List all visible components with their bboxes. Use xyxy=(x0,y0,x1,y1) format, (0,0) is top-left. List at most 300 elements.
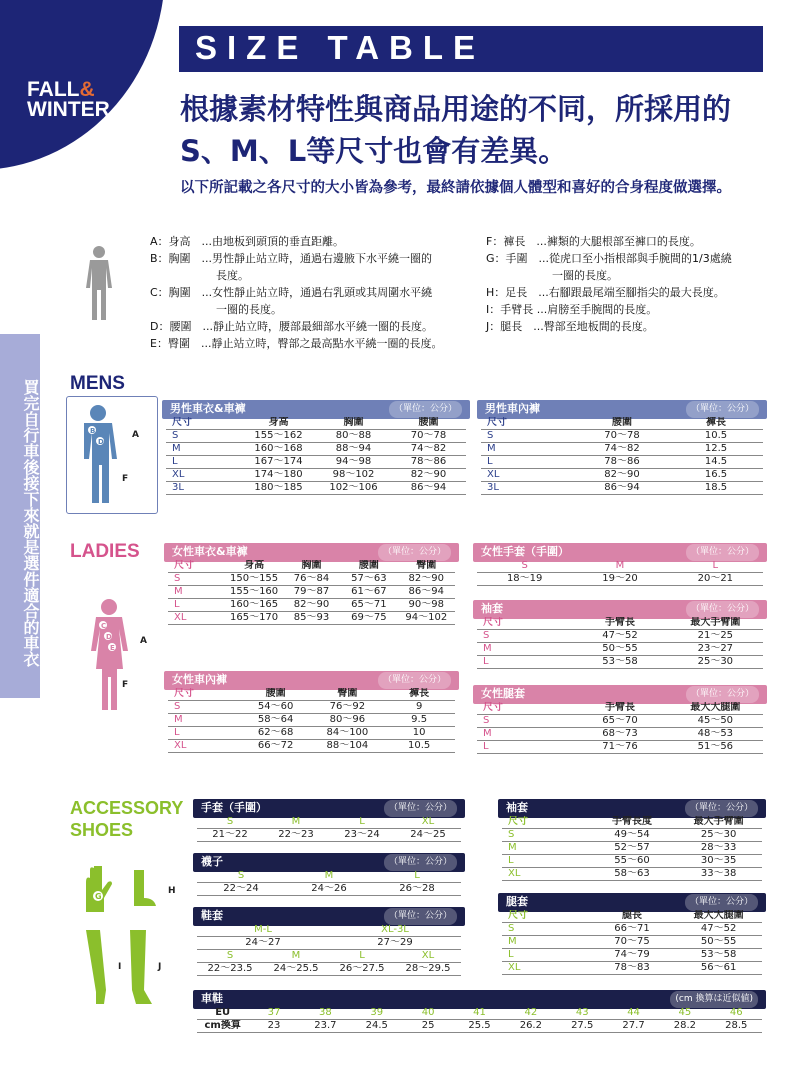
table-header-row xyxy=(477,702,763,715)
size-cell: 42 xyxy=(505,1007,556,1020)
size-row xyxy=(197,950,461,963)
column-header: 尺寸 xyxy=(166,417,241,430)
table-row xyxy=(481,482,763,495)
value-cell: 50～55 xyxy=(572,643,667,656)
ladies-top-header: 女性車衣&車褲 （單位：公分） xyxy=(164,543,459,562)
sidebar-banner: 買完自行車後接下來就是選件適合的車衣 xyxy=(0,334,40,698)
table-header-row xyxy=(481,417,763,430)
column-header: 最大大腿圍 xyxy=(675,910,762,923)
acc-arm-header: 袖套 （單位：公分） xyxy=(498,799,766,818)
size-cell: XL xyxy=(502,868,589,881)
value-cell: 22～23.5 xyxy=(197,963,263,976)
value-cell: 70～75 xyxy=(589,936,676,949)
column-header: 最大大腿圍 xyxy=(668,702,763,715)
value-cell: 78～83 xyxy=(589,962,676,975)
column-header: 身高 xyxy=(225,560,282,573)
definition-line: J：腿長 ...臀部至地板間的長度。 xyxy=(486,320,654,333)
value-cell: 24～27 xyxy=(197,937,329,950)
size-cell: 40 xyxy=(402,1007,453,1020)
value-cell: 102～106 xyxy=(316,482,391,495)
value-cell: 14.5 xyxy=(669,456,763,469)
size-row xyxy=(197,816,461,829)
value-cell: 70～78 xyxy=(391,430,466,443)
table-row xyxy=(502,868,762,881)
ladies-pants-table xyxy=(168,688,455,753)
value-cell: 23～27 xyxy=(668,643,763,656)
column-header: 尺寸 xyxy=(477,617,572,630)
label-f: F xyxy=(122,474,129,484)
svg-text:D: D xyxy=(106,633,112,641)
value-cell: 174～180 xyxy=(241,469,316,482)
value-cell: 33～38 xyxy=(675,868,762,881)
value-cell: 23.7 xyxy=(300,1020,351,1033)
size-cell: S xyxy=(166,430,241,443)
value-cell: 47～52 xyxy=(675,923,762,936)
value-cell: 53～58 xyxy=(675,949,762,962)
table-row xyxy=(481,456,763,469)
value-cell: 86～94 xyxy=(391,482,466,495)
row-label: EU xyxy=(197,1007,248,1020)
table-row xyxy=(477,715,763,728)
value-cell: 49～54 xyxy=(589,829,676,842)
column-header: 最大手臂圍 xyxy=(668,617,763,630)
size-cell: S xyxy=(197,816,263,829)
value-cell: 94～98 xyxy=(316,456,391,469)
value-cell: 47～52 xyxy=(572,630,667,643)
column-header: 腰圍 xyxy=(340,560,397,573)
value-cell: 24.5 xyxy=(351,1020,402,1033)
table-row xyxy=(502,829,762,842)
size-cell: L xyxy=(477,741,572,754)
value-cell: 70～78 xyxy=(575,430,669,443)
value-cell: 80～96 xyxy=(312,714,384,727)
size-cell: L xyxy=(166,456,241,469)
foot-icon xyxy=(128,866,158,914)
ladies-arm-header: 袖套 （單位：公分） xyxy=(473,600,767,619)
value-cell: 74～82 xyxy=(575,443,669,456)
size-cell: S xyxy=(168,573,225,586)
ladies-top-table xyxy=(168,560,455,625)
headline: 根據素材特性與商品用途的不同，所採用的S、M、L等尺寸也會有差異。 xyxy=(180,92,732,168)
size-cell: 3L xyxy=(166,482,241,495)
acc-gloves-header: 手套（手圍） （單位：公分） xyxy=(193,799,465,818)
value-cell: 85～93 xyxy=(283,612,340,625)
cm-row xyxy=(197,1020,762,1033)
table-row xyxy=(168,740,455,753)
value-cell: 50～55 xyxy=(675,936,762,949)
value-cell: 45～50 xyxy=(668,715,763,728)
value-cell: 65～70 xyxy=(572,715,667,728)
value-cell: 66～72 xyxy=(240,740,312,753)
acc-socks-header: 襪子 （單位：公分） xyxy=(193,853,465,872)
size-cell: S xyxy=(477,715,572,728)
svg-text:D: D xyxy=(98,438,104,446)
size-cell: XL xyxy=(168,612,225,625)
value-cell: 160～168 xyxy=(241,443,316,456)
size-cell: M xyxy=(502,936,589,949)
value-cell: 10.5 xyxy=(383,740,455,753)
value-cell: 62～68 xyxy=(240,727,312,740)
value-cell: 74～79 xyxy=(589,949,676,962)
value-cell: 24～25.5 xyxy=(263,963,329,976)
definitions-right xyxy=(486,233,796,335)
svg-text:B: B xyxy=(90,427,96,435)
column-header: 手臂長 xyxy=(572,702,667,715)
label-a-ladies: A xyxy=(140,636,147,646)
table-row xyxy=(168,573,455,586)
table-row xyxy=(168,714,455,727)
definition-line: H：足長 ...右腳跟最尾端至腳指尖的最大長度。 xyxy=(486,286,725,299)
shoes-header: 車鞋 (cm 換算は近似値) xyxy=(193,990,766,1009)
acc-socks-table xyxy=(197,870,461,896)
size-cell: XL xyxy=(395,816,461,829)
size-cell: L xyxy=(477,656,572,669)
value-cell: 76～92 xyxy=(312,701,384,714)
size-cell: L xyxy=(168,727,240,740)
column-header: 腰圍 xyxy=(575,417,669,430)
value-cell: 26～27.5 xyxy=(329,963,395,976)
group-row xyxy=(197,924,461,937)
table-row xyxy=(481,443,763,456)
definition-line: F：褲長 ...褲類的大腿根部至褲口的長度。 xyxy=(486,235,701,248)
acc-cover-header: 鞋套 （單位：公分） xyxy=(193,907,465,926)
size-cell: M xyxy=(477,643,572,656)
column-header: 臀圍 xyxy=(312,688,384,701)
group-value-row xyxy=(197,937,461,950)
size-cell: L xyxy=(668,560,763,573)
value-cell: 12.5 xyxy=(669,443,763,456)
definition-line: B：胸圍 ...男性靜止站立時，通過右邊腋下水平繞一圈的 xyxy=(150,252,433,265)
hand-icon xyxy=(82,866,116,914)
value-cell: 28.5 xyxy=(711,1020,762,1033)
size-cell: S xyxy=(197,870,285,883)
size-cell: 43 xyxy=(557,1007,608,1020)
definition-line: C：胸圍 ...女性靜止站立時，通過右乳頭或其周圍水平繞 xyxy=(150,286,433,299)
acc-gloves-table xyxy=(197,816,461,842)
accessory-label: ACCESSORY SHOES xyxy=(70,798,184,840)
table-row xyxy=(481,469,763,482)
value-cell: 10 xyxy=(383,727,455,740)
mens-top-header: 男性車衣&車褲 （單位：公分） xyxy=(162,400,470,419)
size-cell: M xyxy=(263,816,329,829)
definition-line: I：手臂長 ...肩膀至手腕間的長度。 xyxy=(486,303,658,316)
ladies-arm-table xyxy=(477,617,763,669)
size-cell: M xyxy=(285,870,373,883)
value-cell: 88～94 xyxy=(316,443,391,456)
value-cell: 160～165 xyxy=(225,599,282,612)
table-row xyxy=(477,741,763,754)
size-cell: S xyxy=(477,560,572,573)
table-row xyxy=(168,727,455,740)
value-cell: 66～71 xyxy=(589,923,676,936)
table-row xyxy=(168,599,455,612)
value-cell: 26.2 xyxy=(505,1020,556,1033)
size-cell: 46 xyxy=(711,1007,762,1020)
value-cell: 88～104 xyxy=(312,740,384,753)
table-row xyxy=(168,586,455,599)
table-header-row xyxy=(502,816,762,829)
size-cell: 37 xyxy=(248,1007,299,1020)
value-cell: 24～25 xyxy=(395,829,461,842)
column-header: 尺寸 xyxy=(502,910,589,923)
value-cell: 58～64 xyxy=(240,714,312,727)
table-row xyxy=(166,482,466,495)
value-cell: 27～29 xyxy=(329,937,461,950)
size-cell: XL xyxy=(168,740,240,753)
value-cell: 25～30 xyxy=(675,829,762,842)
value-cell: 61～67 xyxy=(340,586,397,599)
value-cell: 23～24 xyxy=(329,829,395,842)
size-cell: M xyxy=(168,586,225,599)
value-cell: 52～57 xyxy=(589,842,676,855)
size-cell: S xyxy=(197,950,263,963)
value-cell: 9 xyxy=(383,701,455,714)
arm-sleeve-icon xyxy=(84,928,114,1008)
column-header: 腿長 xyxy=(589,910,676,923)
value-cell: 27.7 xyxy=(608,1020,659,1033)
table-row xyxy=(477,630,763,643)
value-cell: 57～63 xyxy=(340,573,397,586)
size-cell: L xyxy=(502,949,589,962)
size-cell: L xyxy=(329,950,395,963)
ladies-leg-header: 女性腿套 （單位：公分） xyxy=(473,685,767,704)
label-j: J xyxy=(158,962,162,972)
page-title: SIZE TABLE xyxy=(179,26,763,72)
svg-text:C: C xyxy=(101,622,107,630)
size-cell: M-L xyxy=(197,924,329,937)
mens-top-table xyxy=(166,417,466,495)
value-cell: 82～90 xyxy=(283,599,340,612)
column-header: 尺寸 xyxy=(168,560,225,573)
acc-cover-table xyxy=(197,924,461,976)
value-cell: 28～29.5 xyxy=(395,963,461,976)
table-row xyxy=(502,936,762,949)
definition-line: A：身高 ...由地板到頭頂的垂直距離。 xyxy=(150,235,345,248)
size-cell: M xyxy=(481,443,575,456)
table-header-row xyxy=(477,617,763,630)
definition-line: E：臀圍 ...靜止站立時，臀部之最高點水平繞一圈的長度。 xyxy=(150,337,443,350)
table-row xyxy=(502,949,762,962)
value-cell: 82～90 xyxy=(398,573,455,586)
value-cell: 58～63 xyxy=(589,868,676,881)
mens-pants-header: 男性車內褲 （單位：公分） xyxy=(477,400,767,419)
value-cell: 55～60 xyxy=(589,855,676,868)
table-header-row xyxy=(168,688,455,701)
size-cell: S xyxy=(502,829,589,842)
value-cell: 68～73 xyxy=(572,728,667,741)
label-h: H xyxy=(168,886,176,896)
definition-line: 一圈的長度。 xyxy=(486,269,618,282)
value-cell: 71～76 xyxy=(572,741,667,754)
value-cell: 18～19 xyxy=(477,573,572,586)
value-cell: 94～102 xyxy=(398,612,455,625)
column-header: 尺寸 xyxy=(481,417,575,430)
svg-text:G: G xyxy=(95,892,102,901)
column-header: 尺寸 xyxy=(168,688,240,701)
table-header-row xyxy=(502,910,762,923)
ladies-gloves-header: 女性手套（手圍） （單位：公分） xyxy=(473,543,767,562)
size-cell: S xyxy=(481,430,575,443)
eu-row xyxy=(197,1007,762,1020)
size-cell: XL-3L xyxy=(329,924,461,937)
column-header: 胸圍 xyxy=(283,560,340,573)
size-cell: S xyxy=(477,630,572,643)
size-row xyxy=(197,870,461,883)
column-header: 褲長 xyxy=(383,688,455,701)
size-cell: L xyxy=(481,456,575,469)
size-cell: L xyxy=(373,870,461,883)
size-cell: XL xyxy=(166,469,241,482)
table-row xyxy=(166,456,466,469)
value-cell: 65～71 xyxy=(340,599,397,612)
value-cell: 54～60 xyxy=(240,701,312,714)
value-cell: 10.5 xyxy=(669,430,763,443)
ladies-leg-table xyxy=(477,702,763,754)
value-cell: 69～75 xyxy=(340,612,397,625)
definition-line: G：手圍 ...從虎口至小指根部與手腕間的1/3處繞 xyxy=(486,252,732,265)
definitions-left xyxy=(150,233,480,352)
size-cell: S xyxy=(502,923,589,936)
table-row xyxy=(168,612,455,625)
value-cell: 30～35 xyxy=(675,855,762,868)
column-header: 手臂長度 xyxy=(589,816,676,829)
value-cell: 56～61 xyxy=(675,962,762,975)
value-cell: 28～33 xyxy=(675,842,762,855)
size-cell: M xyxy=(572,560,667,573)
column-header: 腰圍 xyxy=(240,688,312,701)
table-row xyxy=(477,728,763,741)
value-cell: 150～155 xyxy=(225,573,282,586)
value-cell: 48～53 xyxy=(668,728,763,741)
value-row xyxy=(477,573,763,586)
ladies-pants-header: 女性車內褲 （單位：公分） xyxy=(164,671,459,690)
value-cell: 16.5 xyxy=(669,469,763,482)
label-i: I xyxy=(118,962,122,972)
value-cell: 82～90 xyxy=(575,469,669,482)
table-row xyxy=(502,923,762,936)
note: 以下所記載之各尺寸的大小皆為參考，最終請依據個人體型和喜好的合身程度做選擇。 xyxy=(180,180,731,196)
size-cell: XL xyxy=(395,950,461,963)
value-cell: 21～25 xyxy=(668,630,763,643)
value-cell: 24～26 xyxy=(285,883,373,896)
column-header: 胸圍 xyxy=(316,417,391,430)
value-cell: 25 xyxy=(402,1020,453,1033)
value-cell: 21～22 xyxy=(197,829,263,842)
value-cell: 74～82 xyxy=(391,443,466,456)
table-header-row xyxy=(168,560,455,573)
value-cell: 167～174 xyxy=(241,456,316,469)
value-cell: 180～185 xyxy=(241,482,316,495)
size-cell: M xyxy=(477,728,572,741)
table-row xyxy=(502,842,762,855)
value-row xyxy=(197,829,461,842)
acc-arm-table xyxy=(502,816,762,881)
value-cell: 165～170 xyxy=(225,612,282,625)
definition-line: D：腰圍 ...靜止站立時，腰部最細部水平繞一圈的長度。 xyxy=(150,320,433,333)
size-cell: XL xyxy=(502,962,589,975)
value-row xyxy=(197,963,461,976)
mens-label: MENS xyxy=(70,373,125,394)
svg-text:E: E xyxy=(110,644,115,652)
value-row xyxy=(197,883,461,896)
acc-leg-header: 腿套 （單位：公分） xyxy=(498,893,766,912)
table-row xyxy=(477,643,763,656)
value-cell: 155～162 xyxy=(241,430,316,443)
table-row xyxy=(502,855,762,868)
size-row xyxy=(477,560,763,573)
size-cell: 3L xyxy=(481,482,575,495)
size-cell: 39 xyxy=(351,1007,402,1020)
value-cell: 27.5 xyxy=(557,1020,608,1033)
size-cell: 41 xyxy=(454,1007,505,1020)
size-cell: 44 xyxy=(608,1007,659,1020)
value-cell: 82～90 xyxy=(391,469,466,482)
value-cell: 25～30 xyxy=(668,656,763,669)
size-cell: S xyxy=(168,701,240,714)
column-header: 尺寸 xyxy=(502,816,589,829)
shoes-table xyxy=(197,1007,762,1033)
size-cell: 45 xyxy=(659,1007,710,1020)
value-cell: 28.2 xyxy=(659,1020,710,1033)
value-cell: 98～102 xyxy=(316,469,391,482)
size-cell: L xyxy=(329,816,395,829)
value-cell: 84～100 xyxy=(312,727,384,740)
value-cell: 86～94 xyxy=(575,482,669,495)
definition-line: 長度。 xyxy=(150,269,249,282)
column-header: 手臂長 xyxy=(572,617,667,630)
label-f-ladies: F xyxy=(122,680,129,690)
value-cell: 80～88 xyxy=(316,430,391,443)
leg-sleeve-icon xyxy=(126,928,156,1008)
season-badge: FALL& WINTER xyxy=(27,78,110,121)
table-row xyxy=(166,469,466,482)
value-cell: 53～58 xyxy=(572,656,667,669)
column-header: 最大手臂圍 xyxy=(675,816,762,829)
size-cell: M xyxy=(263,950,329,963)
column-header: 褲長 xyxy=(669,417,763,430)
ladies-label: LADIES xyxy=(70,541,140,562)
value-cell: 9.5 xyxy=(383,714,455,727)
value-cell: 90～98 xyxy=(398,599,455,612)
value-cell: 79～87 xyxy=(283,586,340,599)
male-figure-icon xyxy=(78,404,118,508)
table-row xyxy=(166,430,466,443)
acc-leg-table xyxy=(502,910,762,975)
table-row xyxy=(168,701,455,714)
value-cell: 78～86 xyxy=(575,456,669,469)
mens-pants-table xyxy=(481,417,763,495)
value-cell: 76～84 xyxy=(283,573,340,586)
size-cell: L xyxy=(168,599,225,612)
column-header: 腰圍 xyxy=(391,417,466,430)
value-cell: 26～28 xyxy=(373,883,461,896)
body-figure-icon xyxy=(84,244,114,324)
size-cell: L xyxy=(502,855,589,868)
ladies-gloves-table xyxy=(477,560,763,586)
size-cell: M xyxy=(168,714,240,727)
value-cell: 155～160 xyxy=(225,586,282,599)
table-header-row xyxy=(166,417,466,430)
value-cell: 18.5 xyxy=(669,482,763,495)
size-cell: 38 xyxy=(300,1007,351,1020)
size-cell: XL xyxy=(481,469,575,482)
label-a: A xyxy=(132,430,139,440)
row-label: cm換算 xyxy=(197,1020,248,1033)
column-header: 尺寸 xyxy=(477,702,572,715)
table-row xyxy=(481,430,763,443)
table-row xyxy=(477,656,763,669)
value-cell: 20～21 xyxy=(668,573,763,586)
